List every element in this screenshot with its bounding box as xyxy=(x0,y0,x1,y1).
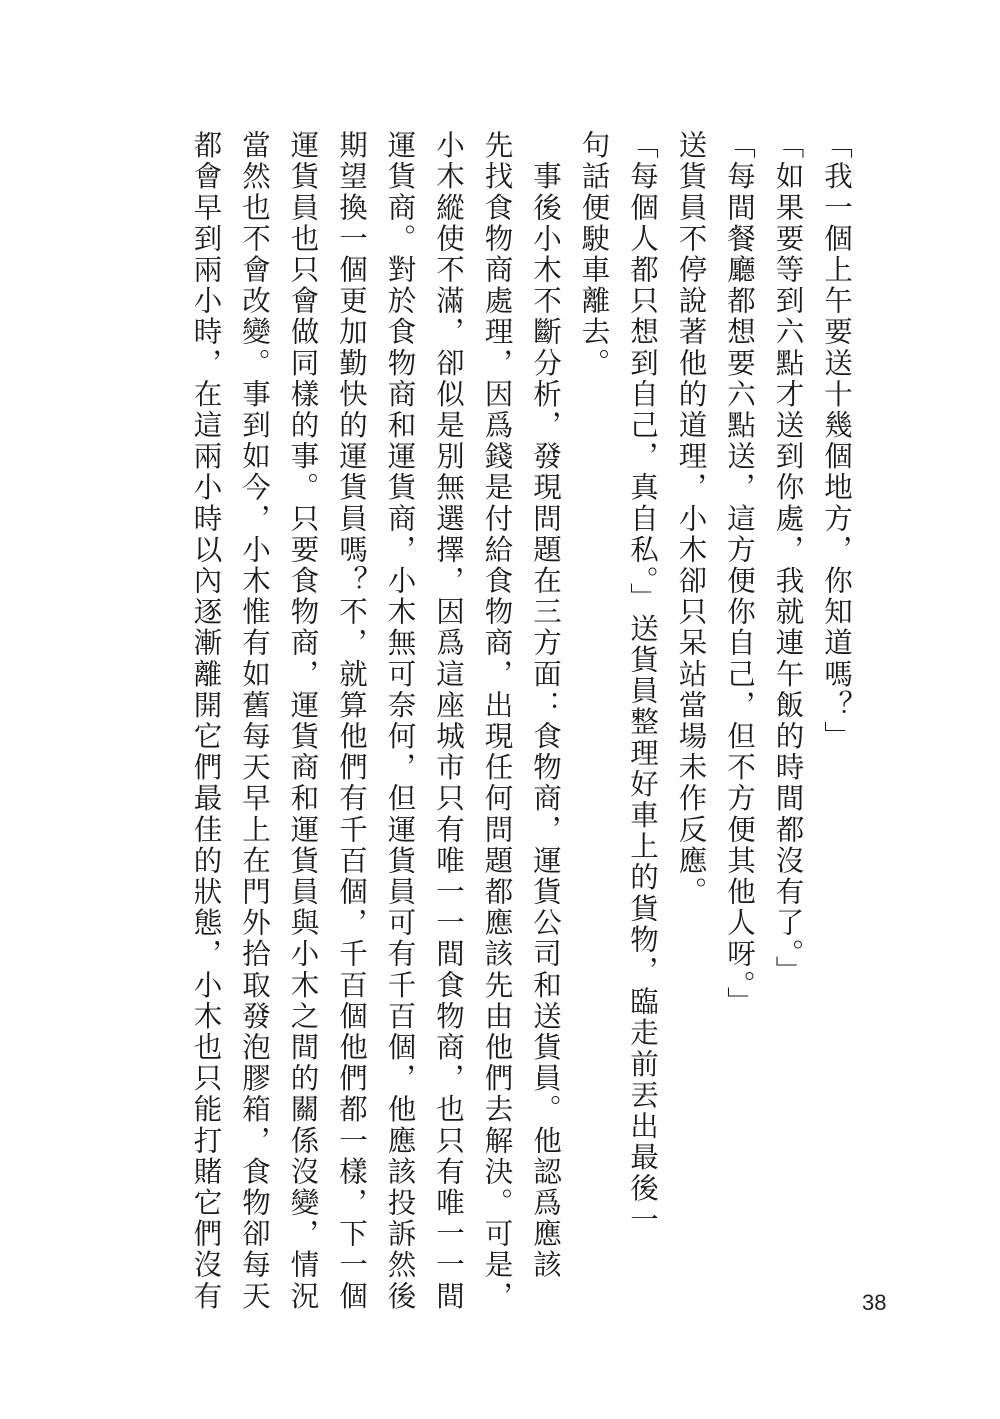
text-line: 都會早到兩小時，在這兩小時以內逐漸離開它們最佳的狀態，小木也只能打賭它們沒有 xyxy=(189,130,223,1312)
text-line: 事後小木不斷分析，發現問題在三方面：食物商，運貨公司和送貨員。他認爲應該 xyxy=(529,130,562,1281)
text-line: 期望換一個更加勤快的運貨員嗎？不，就算他們有千百個，千百個他們都一樣，下一個 xyxy=(335,130,368,1312)
text-line: 「如果要等到六點才送到你處，我就連午飯的時間都沒有了。」 xyxy=(771,130,805,987)
text-line: 「每間餐廳都想要六點送，這方便你自己，但不方便其他人呀。」 xyxy=(723,130,756,1018)
text-line: 小木縱使不滿，卻似是別無選擇，因爲這座城市只有唯一一間食物商，也只有唯一一間 xyxy=(432,130,465,1312)
vertical-text-body xyxy=(181,130,860,1312)
text-line: 運貨員也只會做同樣的事。只要食物商，運貨商和運貨員與小木之間的關係沒變，情況 xyxy=(286,130,320,1312)
text-line: 送貨員不停說著他的道理，小木卻只呆站當場未作反應。 xyxy=(674,130,708,908)
text-line: 運貨商。對於食物商和運貨商，小木無可奈何，但運貨員可有千百個，他應該投訴然後 xyxy=(383,130,417,1312)
page-number: 38 xyxy=(862,1290,887,1315)
text-line: 「我一個上午要送十幾個地方，你知道嗎？」 xyxy=(820,130,853,752)
text-line: 先找食物商處理，因爲錢是付給食物商，出現任何問題都應該先由他們去解決。可是， xyxy=(480,130,514,1312)
text-line: 句話便駛車離去。 xyxy=(577,130,611,379)
text-line: 「每個人都只想到自己，真自私。」送貨員整理好車上的貨物，臨走前丟出最後一 xyxy=(626,130,659,1236)
text-line: 當然也不會改變。事到如今，小木惟有如舊每天早上在門外拾取發泡膠箱，食物卻每天 xyxy=(238,130,271,1312)
